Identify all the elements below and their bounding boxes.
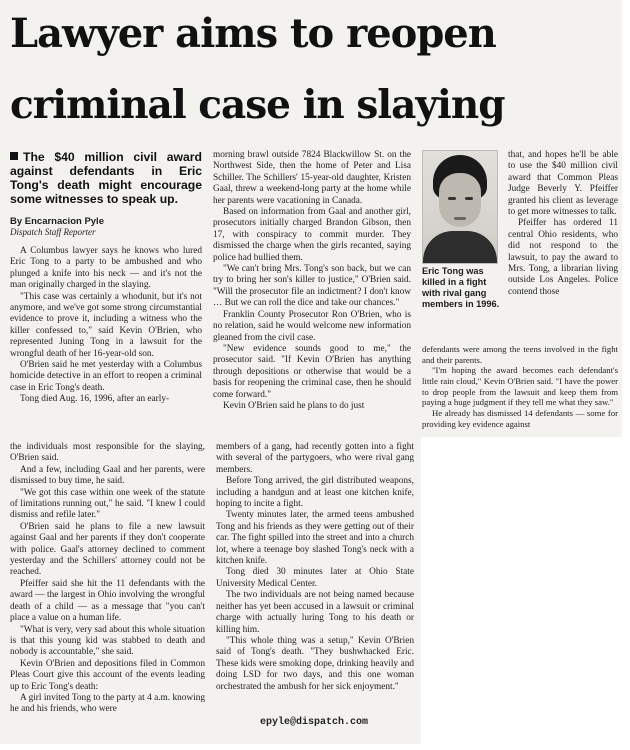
paragraph: "New evidence sounds good to me," the prosecutor said. "If Kevin O'Brien has anything through depositions or otherwise that would be a basis for reopening the criminal case, then he should come forward." (213, 343, 411, 400)
paragraph: defendants were among the teens involved in the fight and their parents. (422, 344, 618, 365)
paragraph: "This case was certainly a whodunit, but it's not anymore, and we've got some strong circumstantial evidence to prove it, including a witness who the killer confessed to," said Kevin O'Brien, who represented Juning Tong in a lawsuit for the wrongful death of her 16-year-old son. (10, 291, 202, 359)
article-column-3-wide (422, 344, 618, 434)
paragraph: that, and hopes he'll be able to use the $40 million civil award that Common Pleas Judge Beverly Y. Pfeiffer granted his client as leverage to get more witnesses to talk. (508, 150, 618, 218)
paragraph: Tong died 30 minutes later at Ohio State University Medical Center. (216, 567, 414, 589)
paragraph: Kevin O'Brien said he plans to do just (223, 400, 365, 411)
paragraph: O'Brien said he plans to file a new lawsuit against Gaal and her parents if they don't cooperate with police. Gaal's attorney declined to comment yesterday and the Schillers' attorney could not be reached. (10, 521, 205, 578)
deck-text: The $40 million civil award against defendants in Eric Tong's death might encourage some witnesses to speak up. (10, 150, 202, 206)
paragraph: Kevin O'Brien and depositions filed in Common Pleas Court give this account of the events leading up to Eric Tong's death: (10, 658, 205, 692)
deck-bullet-icon (10, 152, 18, 160)
paragraph: Twenty minutes later, the armed teens ambushed Tong and his friends as they were getting out of their car. The fight spilled into the street and into a church lot, where a teenage boy slashed Tong's neck with a kitchen knife. (216, 510, 414, 567)
article-column-1 (10, 150, 202, 435)
paragraph: Pfeiffer said she hit the 11 defendants with the award — the largest in Ohio involving the wrongful death of a child — as a message that "you can't place a value on a human life. (10, 578, 205, 624)
byline-author: By Encarnacion Pyle (10, 216, 104, 227)
headline-line-1: Lawyer aims to reopen (10, 10, 496, 57)
paragraph: And a few, including Gaal and her parents, were dismissed to buy time, he said. (10, 464, 205, 487)
paragraph: Tong died Aug. 16, 1996, after an early- (20, 394, 170, 405)
paragraph: "I'm hoping the award becomes each defendant's little rain cloud," Kevin O'Brien said. "I have the power to drop people from the lawsuit and keep them from paying a huge judgment if they tell me what they saw." (422, 365, 618, 408)
paragraph: A girl invited Tong to the party at 4 a.m. knowing he and his friends, who were (10, 692, 205, 715)
paragraph: morning brawl outside 7824 Blackwillow St. on the Northwest Side, then the home of Peter and Lisa Schiller. The Schillers' 15-year-old daughter, Kristen Gaal, threw a weekend-long party at the home while her parents were vacationing in Canada. (213, 150, 411, 206)
paragraph: members of a gang, had recently gotten into a fight with several of the partygoers, who were rival gang members. (216, 442, 414, 475)
paragraph: He already has dismissed 14 defendants — some for providing key evidence against (422, 408, 618, 429)
paragraph: A Columbus lawyer says he knows who lured Eric Tong to a party to be ambushed and who plunged a knife into his neck — and it's not the man originally charged in the slaying. (10, 246, 202, 291)
paragraph: Before Tong arrived, the girl distributed weapons, including a handgun and at least one kitchen knife, hoping to incite a fight. (216, 476, 414, 510)
paragraph: "We got this case within one week of the statute of limitations running out," he said. "I knew I could dismiss and refile later." (10, 487, 205, 521)
paragraph: Based on information from Gaal and another girl, prosecutors initially charged Brandon Gibson, then 17, with conspiracy to commit murder. They dismissed the charge when the girls recanted, saying police had bullied them. (213, 207, 411, 263)
paragraph: "We can't bring Mrs. Tong's son back, but we can try to bring her son's killer to justice," O'Brien said. "Will the prosecutor file an indictment? I don't know … But we can roll the dice and take our chances." (213, 264, 411, 309)
paragraph: Pfeiffer has ordered 11 central Ohio residents, who did not respond to the lawsuit, to pay the award to Mrs. Tong, a librarian living outside Los Angeles. Police contend those (508, 218, 618, 297)
paragraph: O'Brien said he met yesterday with a Columbus homicide detective in an effort to reopen a criminal case in Eric Tong's death. (10, 360, 202, 393)
paragraph: The two individuals are not being named because neither has yet been accused in a lawsuit or criminal charge with actually luring Tong to his death or killing him. (216, 590, 414, 635)
article-column-5 (216, 442, 414, 712)
paragraph: "This whole thing was a setup," Kevin O'Brien said of Tong's death. "They bushwhacked Eric. These kids were smoking dope, drinking heavily and doing LSD for two days, and this one woman orchestrated the ambush for her sick enjoyment." (216, 635, 414, 692)
photo-caption: Eric Tong was killed in a fight with rival gang members in 1996. (422, 266, 500, 309)
eric-tong-photo (422, 150, 498, 264)
article-column-3-narrow (508, 150, 618, 345)
paragraph: the individuals most responsible for the slaying, O'Brien said. (10, 442, 205, 464)
headline-line-2: criminal case in slaying (10, 82, 505, 128)
paragraph: "What is very, very sad about this whole situation is that this young kid was stabbed to death and nobody is accountable," she said. (10, 624, 205, 658)
article-column-4 (10, 442, 205, 740)
author-email: epyle@dispatch.com (260, 717, 369, 728)
article-column-2 (213, 150, 411, 435)
paragraph: Franklin County Prosecutor Ron O'Brien, who is no relation, said he would welcome new information gleaned from the civil case. (213, 309, 411, 343)
byline-affiliation: Dispatch Staff Reporter (10, 227, 96, 237)
deck (10, 150, 202, 206)
